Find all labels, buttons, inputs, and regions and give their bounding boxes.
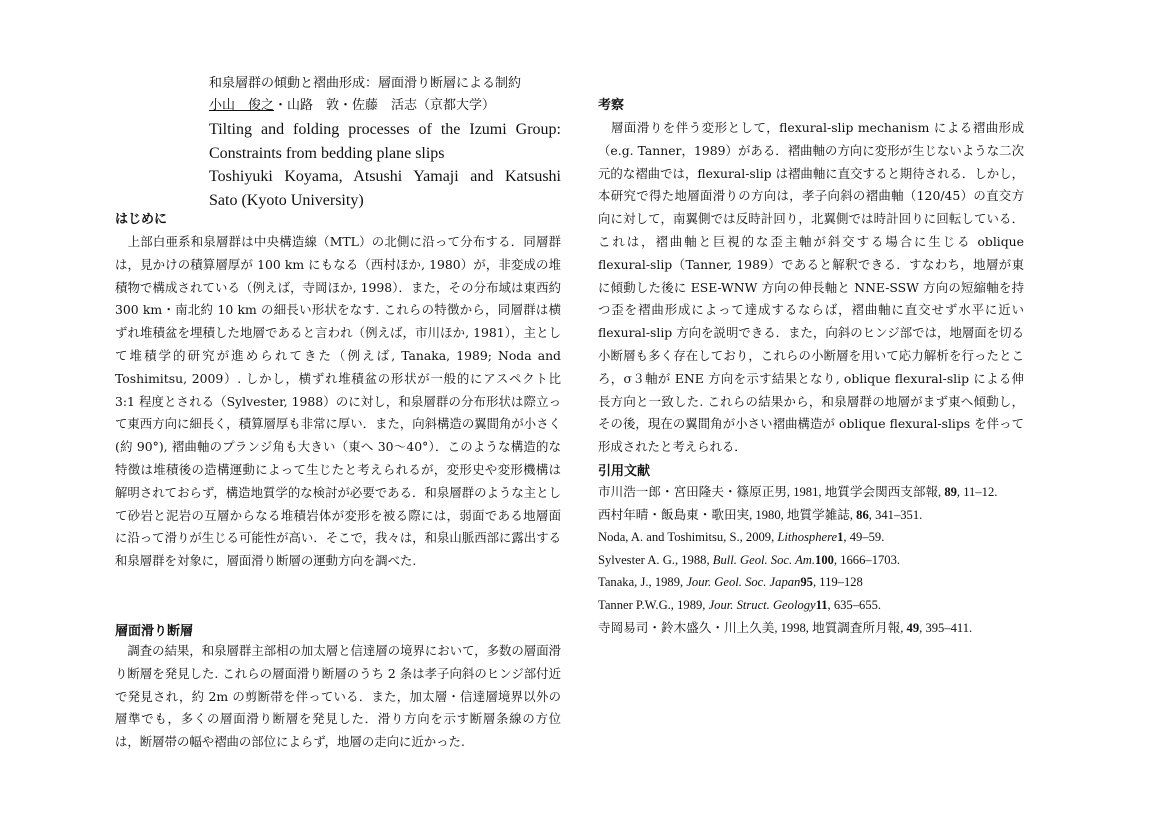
intro-heading: はじめに	[115, 212, 168, 227]
intro-body: 上部白亜系和泉層群は中央構造線（MTL）の北側に沿って分布する．同層群は，見かけの積算層厚が 100 km にもなる（西村ほか, 1980）が，非変成の堆積物で構成されている（例えば，寺岡ほか, 1998）．また，その分布域は東西約 300 km・南北約 10 km の細長い形状をなす. これらの特徴から，同層群は横ずれ堆積盆を埋積した地層であると言われ（例えば，市川ほか, 1981），主として堆積学的研究が進められてきた（例えば, Tanaka, 1989; Noda and Toshimitsu, 2009）. しかし，横ずれ堆積盆の形状が一般的にアスペクト比 3:1 程度とされる（Sylvester, 1988）のに対し，和泉層群の分布形状は際立って東西方向に細長く，積算層厚も非常に厚い．また，向斜構造の翼間角が小さく (約 90°), 褶曲軸のプランジ角も大きい（東へ 30〜40°）．このような構造的な特徴は堆積後の造構運動によって生じたと考えられるが，変形史や変形機構は解明されておらず，構造地質学的な検討が必要である．和泉層群のような主として砂岩と泥岩の互層からなる堆積岩体が変形を被る際には，弱面である地層面に沿って滑りが生じる可能性が高い．そこで，我々は，和泉山脈西部に露出する和泉層群を対象に，層面滑り断層の運動方向を調べた.	[115, 234, 561, 569]
reference-item: Tanner P.W.G., 1989, Jour. Struct. Geology11, 635–655.	[598, 597, 882, 612]
reference-item: 市川浩一郎・宮田隆夫・篠原正男, 1981, 地質学会関西支部報, 89, 11–12.	[598, 485, 998, 499]
section2-body: 調査の結果，和泉層群主部相の加太層と信達層の境界において，多数の層面滑り断層を発見した. これらの層面滑り断層のうち 2 条は孝子向斜のヒンジ部付近で発見され，約 2m の剪断帯を伴っている．また，加太層・信達層境界以外の層準でも，多くの層面滑り断層を発見した．滑り方向を示す断層条線の方位は，断層帯の幅や褶曲の部位によらず，地層の走向に近かった.	[115, 643, 561, 750]
reference-item: 寺岡易司・鈴木盛久・川上久美, 1998, 地質調査所月報, 49, 395–411.	[598, 620, 973, 635]
references-heading: 引用文献	[598, 464, 651, 479]
title-jp: 和泉層群の傾動と褶曲形成：層面滑り断層による制約	[209, 76, 522, 91]
reference-item: Noda, A. and Toshimitsu, S., 2009, Lithosphere1, 49–59.	[598, 530, 885, 545]
authors-jp	[209, 94, 495, 113]
reference-item: Tanaka, J., 1989, Jour. Geol. Soc. Japan95, 119–128	[598, 575, 863, 590]
title-en-line1: Tilting and folding processes of the Izumi Group:	[209, 121, 561, 138]
title-en-line2: Constraints from bedding plane slips	[209, 144, 445, 162]
reference-item: Sylvester A. G., 1988, Bull. Geol. Soc. Am.100, 1666–1703.	[598, 552, 901, 567]
reference-item: 西村年晴・飯島東・歌田実, 1980, 地質学雑誌, 86, 341–351.	[598, 507, 923, 522]
authors-en-line1: Toshiyuki Koyama, Atsushi Yamaji and Katsushi	[209, 168, 561, 185]
title-en	[209, 118, 561, 212]
coauthors-jp: ・山路 敦・佐藤 活志（京都大学）	[274, 98, 496, 113]
authors-en-line2: Sato (Kyoto University)	[209, 191, 364, 209]
discussion-heading: 考察	[598, 98, 625, 113]
presenting-author-jp: 小山 俊之	[209, 98, 275, 113]
discussion-body: 層面滑りを伴う変形として，flexural-slip mechanism による褶曲形成（e.g. Tanner，1989）がある．褶曲軸の方向に変形が生じないような二次元的な褶曲では，flexural-slip は褶曲軸に直交すると期待される．しかし，本研究で得た地層面滑りの方向は，孝子向斜の褶曲軸（120/45）の直交方向に対して，南翼側では反時計回り，北翼側では時計回りに回転している．これは，褶曲軸と巨視的な歪主軸が斜交する場合に生じる oblique flexural-slip（Tanner, 1989）であると解釈できる．すなわち，地層が東に傾動した後に ESE-WNW 方向の伸長軸と NNE-SSW 方向の短縮軸を持つ歪を褶曲形成によって達成するならば，褶曲軸に直交せず水平に近い flexural-slip 方向を説明できる．また，向斜のヒンジ部では，地層面を切る小断層も多く存在しており，これらの小断層を用いて応力解析を行ったところ，σ３軸が ENE 方向を示す結果となり, oblique flexural-slip による伸長方向と一致した. これらの結果から，和泉層群の地層がまず東へ傾動し，その後，現在の翼間角が小さい褶曲構造が oblique flexural-slips を伴って形成されたと考えられる．	[598, 120, 1024, 455]
references-list	[598, 481, 1038, 639]
section2-heading: 層面滑り断層	[115, 624, 194, 639]
